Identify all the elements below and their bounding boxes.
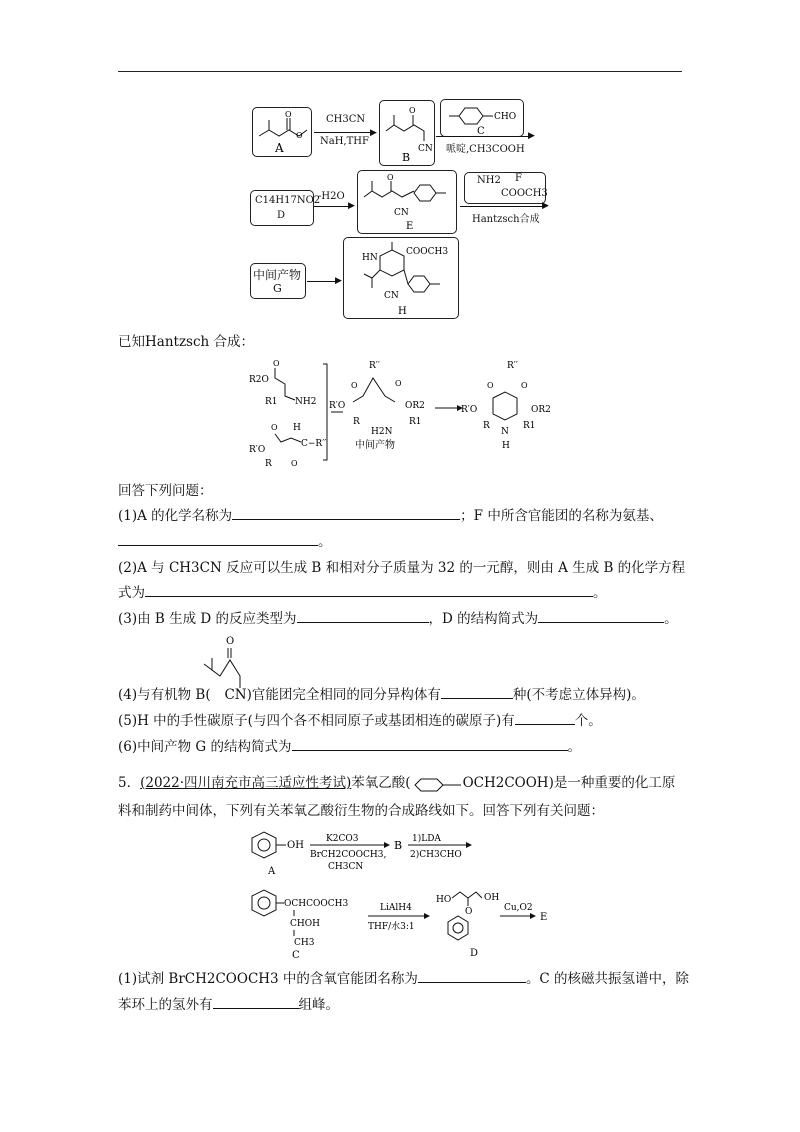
label-g: G [273, 282, 282, 295]
scheme-2-row-1 [244, 830, 544, 880]
svg-text:R: R [265, 459, 272, 468]
svg-text:R′′: R′′ [369, 361, 380, 371]
svg-text:A: A [268, 866, 276, 877]
label-b: B [402, 151, 411, 164]
compound-h-structure [344, 238, 458, 318]
arrow-4-line [460, 206, 546, 207]
svg-text:CN: CN [384, 291, 399, 301]
svg-text:O: O [291, 459, 298, 468]
svg-text:R: R [353, 417, 360, 427]
answer-blank-5[interactable] [515, 710, 575, 725]
svg-text:OCHCOOCH3: OCHCOOCH3 [284, 899, 349, 909]
svg-text:R′O: R′O [461, 405, 478, 415]
svg-text:R′′: R′′ [507, 361, 518, 371]
question-4: (4)与有机物 B( CN)官能团完全相同的同分异构体有 种(不考虑立体异构)。 [118, 684, 645, 706]
scheme-2-row-2 [244, 886, 564, 960]
svg-text:O: O [271, 423, 278, 432]
answer-blank-4[interactable] [441, 684, 513, 699]
svg-text:O: O [395, 379, 402, 388]
svg-text:O: O [521, 381, 528, 390]
svg-text:R2O: R2O [249, 375, 269, 385]
problem-5-line-1: 5．(2022·四川南充市高三适应性考试)苯氧乙酸( OCH2COOH)是一种重要的化工原 [118, 775, 676, 791]
svg-text:O: O [465, 907, 473, 917]
d-formula: C14H17NO2 [255, 195, 321, 206]
svg-text:O: O [487, 381, 494, 390]
svg-text:O: O [273, 359, 280, 368]
label-d: D [277, 210, 286, 221]
label-a: A [275, 141, 284, 155]
problem-5-question-1-cont: 苯环上的氢外有 组峰。 [118, 994, 339, 1016]
compound-g-box [250, 263, 306, 299]
svg-text:O: O [285, 110, 292, 119]
svg-text:O: O [226, 636, 235, 647]
hantzsch-structures [245, 356, 575, 468]
svg-text:E: E [540, 912, 548, 923]
svg-text:2)CH3CHO: 2)CH3CHO [410, 850, 462, 860]
arrow-2-line [436, 136, 532, 137]
svg-text:HN: HN [362, 253, 378, 263]
arrow-1-top: CH3CN [326, 114, 366, 125]
arrow-1-bottom: NaH,THF [320, 136, 369, 147]
svg-text:H2N: H2N [371, 427, 393, 437]
question-5: (5)H 中的手性碳原子(与四个各不相同原子或基团相连的碳原子)有 个。 [118, 710, 602, 732]
g-text: 中间产物 [253, 268, 302, 282]
answer-blank-3a[interactable] [297, 608, 429, 623]
svg-text:CHO: CHO [494, 112, 517, 122]
svg-text:OR2: OR2 [405, 401, 425, 411]
compound-c-structure [441, 100, 523, 136]
question-1: (1)A 的化学名称为 ；F 中所含官能团的名称为氨基、 [118, 505, 663, 527]
svg-text:R′O: R′O [249, 445, 266, 455]
svg-text:R1: R1 [265, 397, 278, 407]
answer-blank-3b[interactable] [538, 608, 664, 623]
question-3: (3)由 B 生成 D 的反应类型为 ，D 的结构简式为 。 [118, 608, 678, 630]
arrow-1: CH3CN ▶ NaH,THF [314, 114, 376, 154]
svg-text:中间产物: 中间产物 [355, 440, 395, 451]
svg-text:R1: R1 [409, 417, 422, 427]
svg-text:BrCH2COOCH3,: BrCH2COOCH3, [310, 850, 387, 860]
label-e: E [406, 221, 414, 232]
label-c: C [477, 126, 485, 136]
arrow-4-bottom: Hantzsch合成 [472, 214, 540, 225]
compound-d-box [250, 190, 321, 226]
svg-text:O: O [351, 381, 358, 390]
header-rule [118, 71, 682, 72]
svg-text:N: N [501, 427, 509, 437]
svg-text:H: H [293, 423, 301, 433]
svg-text:C−R′′: C−R′′ [301, 439, 327, 449]
svg-text:O: O [296, 131, 303, 140]
svg-text:O: O [387, 173, 394, 182]
svg-text:OR2: OR2 [531, 405, 551, 415]
svg-text:CH3: CH3 [294, 938, 315, 948]
question-6: (6)中间产物 G 的结构简式为 。 [118, 736, 581, 758]
answer-blank-1b[interactable] [118, 531, 318, 546]
svg-text:H: H [502, 441, 510, 451]
answer-blank-2[interactable] [145, 582, 593, 597]
svg-text:K2CO3: K2CO3 [326, 834, 359, 844]
arrow-2-bottom: 哌啶,CH3COOH [446, 144, 525, 155]
svg-text:HO: HO [436, 895, 452, 905]
answer-blank-6[interactable] [292, 736, 568, 751]
compound-b-box [379, 100, 435, 166]
answer-blank-1a[interactable] [232, 505, 460, 520]
question-1-cont: 。 [118, 531, 332, 553]
svg-text:D: D [470, 948, 479, 959]
svg-text:CHOH: CHOH [290, 919, 320, 929]
question-2: (2)A 与 CH3CN 反应可以生成 B 和相对分子质量为 32 的一元醇，则由 A 生成 B 的化学方程 [118, 560, 686, 576]
label-h: H [398, 306, 407, 317]
svg-text:Cu,O2: Cu,O2 [504, 903, 533, 913]
problem-5-question-1: (1)试剂 BrCH2COOCH3 中的含氧官能团名称为 。C 的核磁共振氢谱中，除 [118, 968, 689, 990]
problem-5-line-2: 料和制药中间体，下列有关苯氧乙酸衍生物的合成路线如下。回答下列有关问题： [118, 803, 604, 819]
svg-text:OH: OH [484, 893, 500, 903]
svg-text:R: R [483, 421, 490, 431]
compound-c-box [440, 99, 524, 137]
svg-text:NH2: NH2 [295, 397, 317, 407]
known-intro: 已知Hantzsch 合成： [118, 334, 255, 350]
svg-text:OH: OH [287, 840, 304, 851]
svg-text:LiAlH4: LiAlH4 [380, 903, 412, 913]
compound-h-box [343, 237, 459, 319]
hantzsch-scheme [245, 356, 575, 468]
label-f: F [515, 173, 522, 184]
svg-text:CH3CN: CH3CN [328, 862, 364, 872]
svg-text:CN: CN [394, 208, 409, 218]
question-2-cont: 式为 。 [118, 582, 607, 604]
questions-intro: 回答下列问题： [118, 483, 213, 499]
svg-text:C: C [292, 950, 300, 960]
svg-text:THF/水3:1: THF/水3:1 [368, 922, 415, 932]
answer-blank-p5-1a[interactable] [418, 968, 526, 983]
compound-b-structure [380, 101, 434, 165]
compound-f-box: NH2 F COOCH3 [464, 172, 546, 204]
compound-a-box [252, 107, 312, 157]
svg-text:1)LDA: 1)LDA [412, 834, 441, 844]
svg-text:CN: CN [418, 144, 433, 154]
problem-5-source: (2022·四川南充市高三适应性考试) [140, 775, 352, 791]
svg-text:R′O: R′O [329, 401, 346, 411]
svg-text:COOCH3: COOCH3 [406, 247, 449, 257]
svg-text:O: O [409, 106, 416, 115]
compound-e-box [357, 170, 457, 234]
benzene-ring-icon [411, 777, 463, 791]
arrow-3-top: -H2O [318, 191, 345, 202]
compound-e-structure [358, 171, 456, 233]
compound-a-structure [253, 108, 311, 156]
svg-text:B: B [394, 839, 403, 852]
answer-blank-p5-1b[interactable] [213, 994, 299, 1009]
svg-text:R1: R1 [523, 421, 536, 431]
